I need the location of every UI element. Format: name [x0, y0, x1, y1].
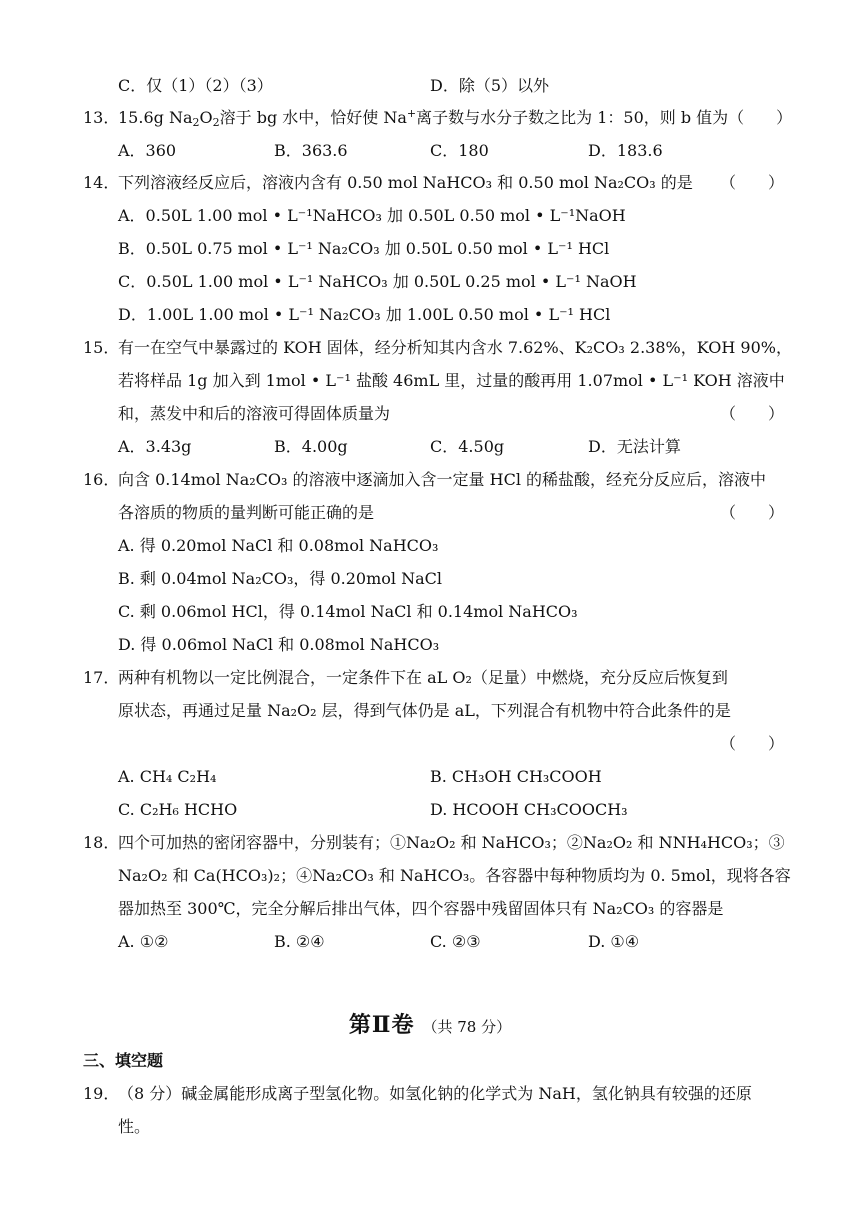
- q19-line-1: （8 分）碱金属能形成离子型氢化物。如氢化钠的化学式为 NaH，氢化钠具有较强的还原: [118, 1084, 752, 1103]
- section-heading: 三、填空题: [83, 1051, 164, 1070]
- q18-number: 18．: [83, 833, 120, 852]
- q16-option-c: C. 剩 0.06mol HCl，得 0.14mol NaCl 和 0.14mol NaHCO₃: [118, 602, 578, 621]
- q14-option-c: C．0.50L 1.00 mol • L⁻¹ NaHCO₃ 加 0.50L 0.25 mol • L⁻¹ NaOH: [118, 272, 637, 291]
- q13-text: 15.6g $Na_2O_2$溶于 bg 水中，恰好使 Na+离子数与水分子数之比为 1：50，则 b 值为（ ）: [118, 107, 793, 129]
- q15-option-a: A．3.43g: [118, 437, 192, 456]
- q15-option-c: C．4.50g: [430, 437, 505, 456]
- q15-answer-blank: （ ）: [720, 404, 785, 423]
- q15-option-d: D．无法计算: [588, 437, 681, 456]
- q18-option-c: C. ②③: [430, 932, 481, 951]
- q18-line-1: 四个可加热的密闭容器中，分别装有；①Na₂O₂ 和 NaHCO₃；②Na₂O₂ 和 NNH₄HCO₃；③: [118, 833, 785, 852]
- q15-number: 15．: [83, 338, 120, 357]
- q17-option-d: D. HCOOH CH₃COOCH₃: [430, 800, 628, 819]
- q14-option-d: D．1.00L 1.00 mol • L⁻¹ Na₂CO₃ 加 1.00L 0.50 mol • L⁻¹ HCl: [118, 305, 611, 324]
- q15-line-2: 若将样品 1g 加入到 1mol • L⁻¹ 盐酸 46mL 里，过量的酸再用 1.07mol • L⁻¹ KOH 溶液中: [118, 371, 785, 390]
- q12-option-c: C．仅（1）（2）（3）: [118, 76, 273, 95]
- q18-option-d: D. ①④: [588, 932, 640, 951]
- q13-option-d: D．183.6: [588, 141, 663, 160]
- q16-answer-blank: （ ）: [720, 503, 785, 522]
- q14-option-a: A．0.50L 1.00 mol • L⁻¹NaHCO₃ 加 0.50L 0.50 mol • L⁻¹NaOH: [118, 206, 626, 225]
- q19-number: 19．: [83, 1084, 120, 1103]
- q16-number: 16．: [83, 470, 120, 489]
- q16-option-a: A. 得 0.20mol NaCl 和 0.08mol NaHCO₃: [118, 536, 439, 555]
- q14-text: 下列溶液经反应后，溶液内含有 0.50 mol NaHCO₃ 和 0.50 mol Na₂CO₃ 的是: [118, 173, 693, 192]
- q13-option-a: A．360: [118, 141, 177, 160]
- q18-line-3: 器加热至 300℃，完全分解后排出气体，四个容器中残留固体只有 Na₂CO₃ 的容器是: [118, 899, 724, 918]
- q18-line-2: Na₂O₂ 和 Ca(HCO₃)₂；④Na₂CO₃ 和 NaHCO₃。各容器中每种物质均为 0. 5mol，现将各容: [118, 866, 791, 885]
- q16-line-2: 各溶质的物质的量判断可能正确的是: [118, 503, 375, 522]
- q16-line-1: 向含 0.14mol Na₂CO₃ 的溶液中逐滴加入含一定量 HCl 的稀盐酸，经充分反应后，溶液中: [118, 470, 767, 489]
- q17-number: 17．: [83, 668, 120, 687]
- q12-option-d: D．除（5）以外: [430, 76, 550, 95]
- part-two-heading: [0, 1008, 860, 1039]
- q17-option-b: B. CH₃OH CH₃COOH: [430, 767, 602, 786]
- q14-number: 14．: [83, 173, 120, 192]
- q18-option-a: A. ①②: [118, 932, 169, 951]
- q14-option-b: B．0.50L 0.75 mol • L⁻¹ Na₂CO₃ 加 0.50L 0.50 mol • L⁻¹ HCl: [118, 239, 610, 258]
- part-two-title: 第Ⅱ卷: [348, 1012, 415, 1038]
- q17-line-2: 原状态，再通过足量 Na₂O₂ 层，得到气体仍是 aL，下列混合有机物中符合此条件的是: [118, 701, 731, 720]
- q13-option-b: B．363.6: [274, 141, 348, 160]
- q17-option-c: C. C₂H₆ HCHO: [118, 800, 238, 819]
- part-two-score: （共 78 分）: [422, 1018, 512, 1036]
- q13-option-c: C．180: [430, 141, 489, 160]
- q18-option-b: B. ②④: [274, 932, 325, 951]
- q17-line-1: 两种有机物以一定比例混合，一定条件下在 aL O₂（足量）中燃烧，充分反应后恢复到: [118, 668, 728, 687]
- q15-line-3: 和，蒸发中和后的溶液可得固体质量为: [118, 404, 391, 423]
- q17-answer-blank: （ ）: [720, 734, 785, 753]
- q14-answer-blank: （ ）: [720, 173, 785, 192]
- q17-option-a: A. CH₄ C₂H₄: [118, 767, 217, 786]
- q16-option-b: B. 剩 0.04mol Na₂CO₃，得 0.20mol NaCl: [118, 569, 442, 588]
- q19-line-2: 性。: [118, 1117, 151, 1136]
- q15-option-b: B．4.00g: [274, 437, 348, 456]
- q15-line-1: 有一在空气中暴露过的 KOH 固体，经分析知其内含水 7.62%、K₂CO₃ 2.38%，KOH 90%，: [118, 338, 792, 357]
- q16-option-d: D. 得 0.06mol NaCl 和 0.08mol NaHCO₃: [118, 635, 440, 654]
- q13-number: 13．: [83, 108, 120, 127]
